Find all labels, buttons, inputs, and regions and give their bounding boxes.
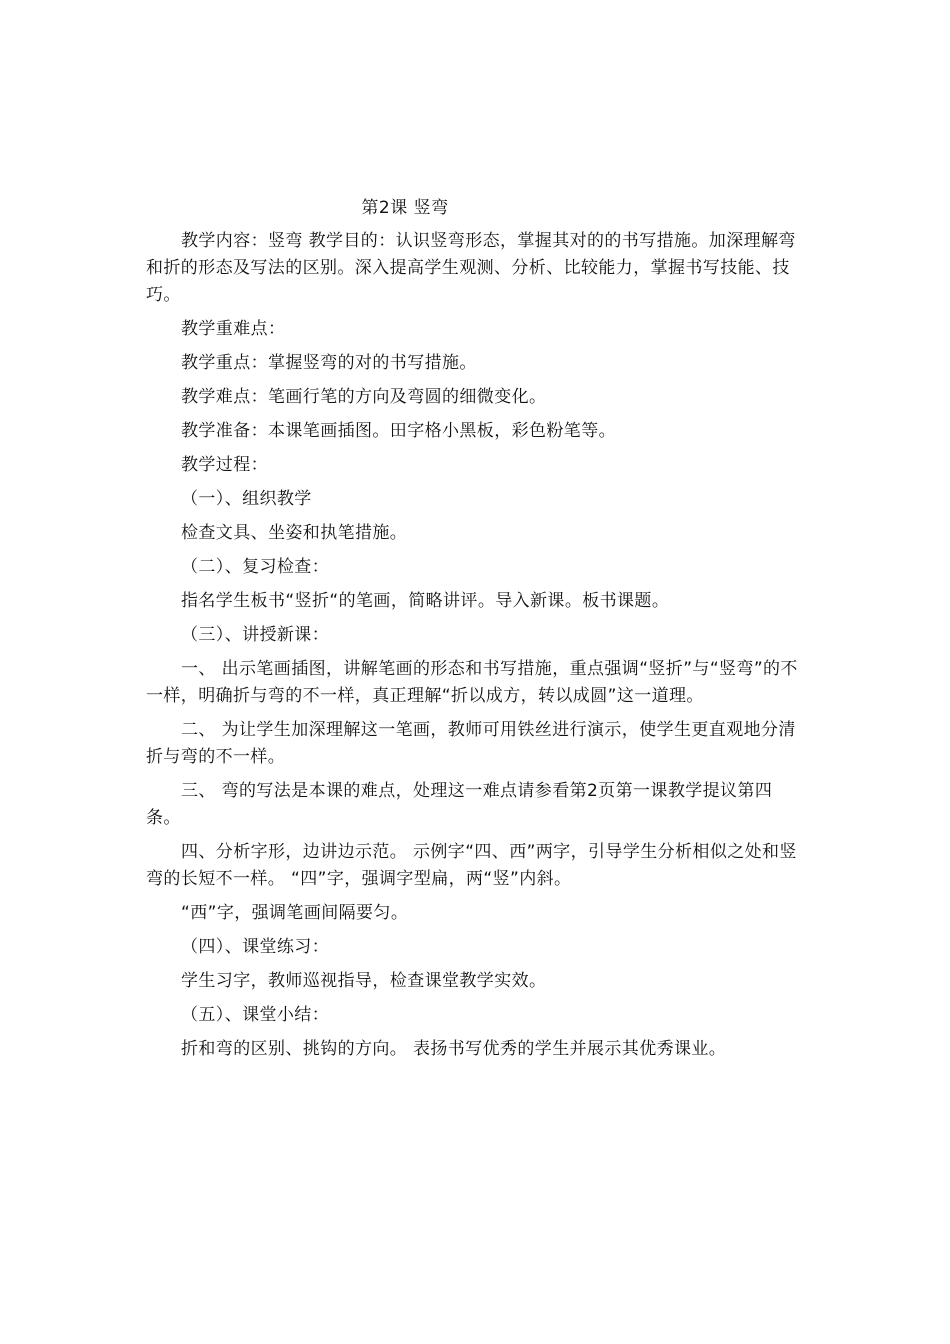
paragraph-key-points: 教学重点：掌握竖弯的对的书写措施。 <box>181 353 477 373</box>
paragraph-step-3-item-2: 二、 为让学生加深理解这一笔画，教师可用铁丝进行演示，使学生更直观地分清折与弯的不一样。 <box>146 720 796 767</box>
paragraph-step-5-heading: （五）、课堂小结： <box>181 1005 330 1025</box>
paragraph-step-5-body: 折和弯的区别、挑钩的方向。 表扬书写优秀的学生并展示其优秀课业。 <box>181 1039 727 1059</box>
paragraph-step-3-heading: （三）、讲授新课： <box>181 625 330 645</box>
paragraph-step-2-heading: （二）、复习检查： <box>181 557 330 577</box>
paragraph-step-2-body: 指名学生板书“竖折“的笔画，简略讲评。导入新课。板书课题。 <box>181 591 670 611</box>
paragraph-preparation: 教学准备：本课笔画插图。田字格小黑板，彩色粉笔等。 <box>181 421 616 441</box>
paragraph-difficult-points: 教学难点：笔画行笔的方向及弯圆的细微变化。 <box>181 387 547 407</box>
paragraph-step-3-item-1: 一、 出示笔画插图，讲解笔画的形态和书写措施，重点强调“竖折”与“竖弯”的不一样，明确折与弯的不一样，真正理解“折以成方，转以成圆”这一道理。 <box>146 659 798 706</box>
paragraph-step-3-item-3: 三、 弯的写法是本课的难点，处理这一难点请参看第2页第一课教学提议第四条。 <box>146 781 773 828</box>
paragraph-process-heading: 教学过程： <box>181 455 268 475</box>
paragraph-step-4-body: 学生习字，教师巡视指导，检查课堂教学实效。 <box>181 971 547 991</box>
paragraph-step-1-heading: （一）、组织教学 <box>181 489 312 509</box>
document-body <box>146 228 806 1070</box>
paragraph-step-4-heading: （四）、课堂练习： <box>181 937 330 957</box>
paragraph-key-difficult-heading: 教学重难点： <box>181 319 286 339</box>
paragraph-step-1-body: 检查文具、坐姿和执笔措施。 <box>181 523 408 543</box>
page-title: 第2课 竖弯 <box>361 198 449 218</box>
paragraph-content-objectives: 教学内容：竖弯 教学目的：认识竖弯形态，掌握其对的的书写措施。加深理解弯和折的形态及写法的区别。深入提高学生观测、分析、比较能力，掌握书写技能、技巧。 <box>146 231 796 305</box>
paragraph-step-3-item-4-cont: “西”字，强调笔画间隔要匀。 <box>181 903 409 923</box>
paragraph-step-3-item-4: 四、分析字形，边讲边示范。 示例字“四、西”两字，引导学生分析相似之处和竖弯的长短不一样。 “四”字，强调字型扁，两“竖”内斜。 <box>146 842 797 889</box>
